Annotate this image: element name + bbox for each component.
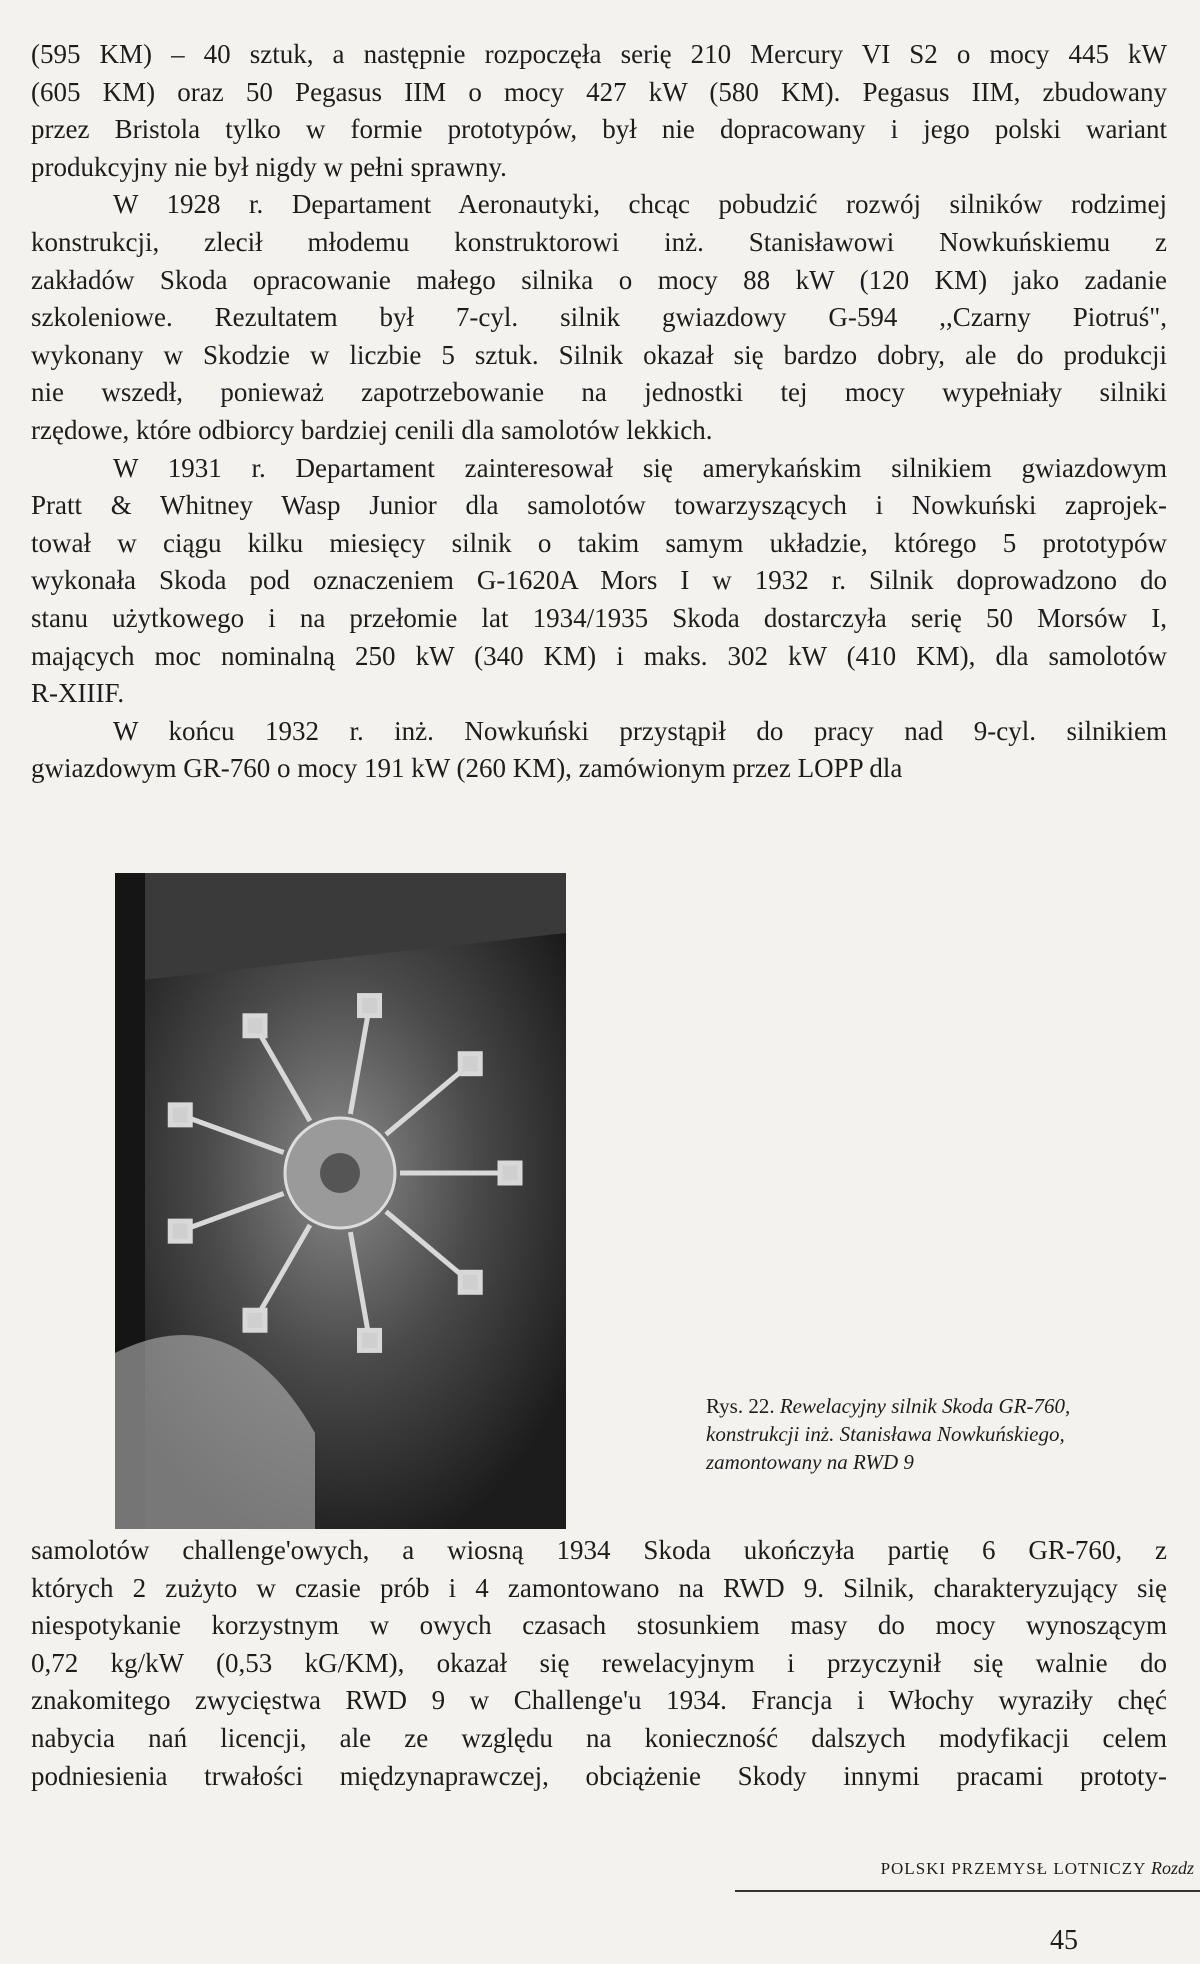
cylinder-head-mark bbox=[170, 1221, 190, 1241]
text-line: znakomitego zwycięstwa RWD 9 w Challenge'u 1934. Francja i Włochy wyraziły chęć bbox=[31, 1685, 1167, 1716]
radial-engine-image bbox=[115, 873, 566, 1529]
cylinder-head-mark bbox=[460, 1054, 480, 1074]
text-line: W 1928 r. Departament Aeronautyki, chcąc pobudzić rozwój silników rodzimej bbox=[113, 189, 1167, 220]
caption-line: zamontowany na RWD 9 bbox=[706, 1450, 914, 1474]
text-line: wykonany w Skodzie w liczbie 5 sztuk. Silnik okazał się bardzo dobry, ale do produkcji bbox=[31, 339, 1167, 370]
cylinder-head-mark bbox=[500, 1163, 520, 1183]
running-title-chapter: Rozdz bbox=[1150, 1858, 1194, 1878]
text-line: nie wszedł, ponieważ zapotrzebowanie na jednostki tej mocy wypełniały silniki bbox=[31, 377, 1167, 408]
text-line: gwiazdowym GR-760 o mocy 191 kW (260 KM), zamówionym przez LOPP dla bbox=[31, 753, 903, 784]
text-line: stanu użytkowego i na przełomie lat 1934/1935 Skoda dostarczyła serię 50 Morsów I, bbox=[31, 602, 1167, 633]
text-line: konstrukcji, zlecił młodemu konstruktorowi inż. Stanisławowi Nowkuńskiemu z bbox=[31, 226, 1167, 257]
text-line: nabycia nań licencji, ale ze względu na konieczność dalszych modyfikacji celem bbox=[31, 1722, 1167, 1753]
text-line: Pratt & Whitney Wasp Junior dla samolotów towarzyszących i Nowkuński zaprojek- bbox=[31, 490, 1167, 521]
engine-photograph bbox=[115, 873, 566, 1529]
caption-line: Rewelacyjny silnik Skoda GR-760, bbox=[779, 1394, 1071, 1418]
cylinder-head-mark bbox=[360, 996, 380, 1016]
text-line: których 2 zużyto w czasie prób i 4 zamontowano na RWD 9. Silnik, charakteryzujący się bbox=[31, 1572, 1167, 1603]
text-line: przez Bristola tylko w formie prototypów, był nie dopracowany i jego polski wariant bbox=[31, 114, 1167, 145]
text-line: produkcyjny nie był nigdy w pełni sprawny. bbox=[31, 151, 507, 182]
text-line: W 1931 r. Departament zainteresował się amerykańskim silnikiem gwiazdowym bbox=[113, 452, 1167, 483]
text-line: niespotykanie korzystnym w owych czasach stosunkiem masy do mocy wynoszącym bbox=[31, 1610, 1167, 1641]
text-line: tował w ciągu kilku miesięcy silnik o takim samym układzie, którego 5 prototypów bbox=[31, 527, 1167, 558]
running-footer bbox=[881, 1858, 1194, 1879]
text-line: zakładów Skoda opracowanie małego silnika o mocy 88 kW (120 KM) jako zadanie bbox=[31, 264, 1167, 295]
text-line: podniesienia trwałości międzynaprawczej, obciążenie Skody innymi pracami prototy- bbox=[31, 1760, 1167, 1791]
text-line: mających moc nominalną 250 kW (340 KM) i maks. 302 kW (410 KM), dla samolotów bbox=[31, 640, 1167, 671]
text-line: szkoleniowe. Rezultatem był 7-cyl. silnik gwiazdowy G-594 ,,Czarny Piotruś", bbox=[31, 302, 1167, 333]
cylinder-head-mark bbox=[460, 1272, 480, 1292]
cylinder-head-mark bbox=[170, 1105, 190, 1125]
text-line: R-XIIIF. bbox=[31, 678, 125, 709]
text-line: wykonała Skoda pod oznaczeniem G-1620A Mors I w 1932 r. Silnik doprowadzono do bbox=[31, 565, 1167, 596]
page-number: 45 bbox=[1050, 1925, 1078, 1956]
text-line: (605 KM) oraz 50 Pegasus IIM o mocy 427 kW (580 KM). Pegasus IIM, zbudowany bbox=[31, 76, 1167, 107]
body-text-top bbox=[31, 36, 1167, 788]
text-line: W końcu 1932 r. inż. Nowkuński przystąpił do pracy nad 9-cyl. silnikiem bbox=[113, 715, 1167, 746]
running-title: POLSKI PRZEMYSŁ LOTNICZY bbox=[880, 1859, 1146, 1878]
body-text-bottom bbox=[31, 1532, 1167, 1795]
text-line: (595 KM) – 40 sztuk, a następnie rozpoczęła serię 210 Mercury VI S2 o mocy 445 kW bbox=[31, 39, 1167, 69]
text-line: samolotów challenge'owych, a wiosną 1934 Skoda ukończyła partię 6 GR-760, z bbox=[31, 1535, 1167, 1565]
figure-label: Rys. 22. bbox=[706, 1394, 775, 1418]
cylinder-head-mark bbox=[245, 1016, 265, 1036]
cylinder-head-mark bbox=[360, 1330, 380, 1350]
text-line: 0,72 kg/kW (0,53 kG/KM), okazał się rewelacyjnym i przyczynił się walnie do bbox=[31, 1647, 1167, 1678]
text-line: rzędowe, które odbiorcy bardziej cenili dla samolotów lekkich. bbox=[31, 414, 713, 445]
figure-caption bbox=[706, 1392, 1176, 1476]
footer-rule bbox=[735, 1890, 1200, 1892]
caption-line: konstrukcji inż. Stanisława Nowkuńskiego, bbox=[706, 1422, 1065, 1446]
cylinder-head-mark bbox=[245, 1310, 265, 1330]
